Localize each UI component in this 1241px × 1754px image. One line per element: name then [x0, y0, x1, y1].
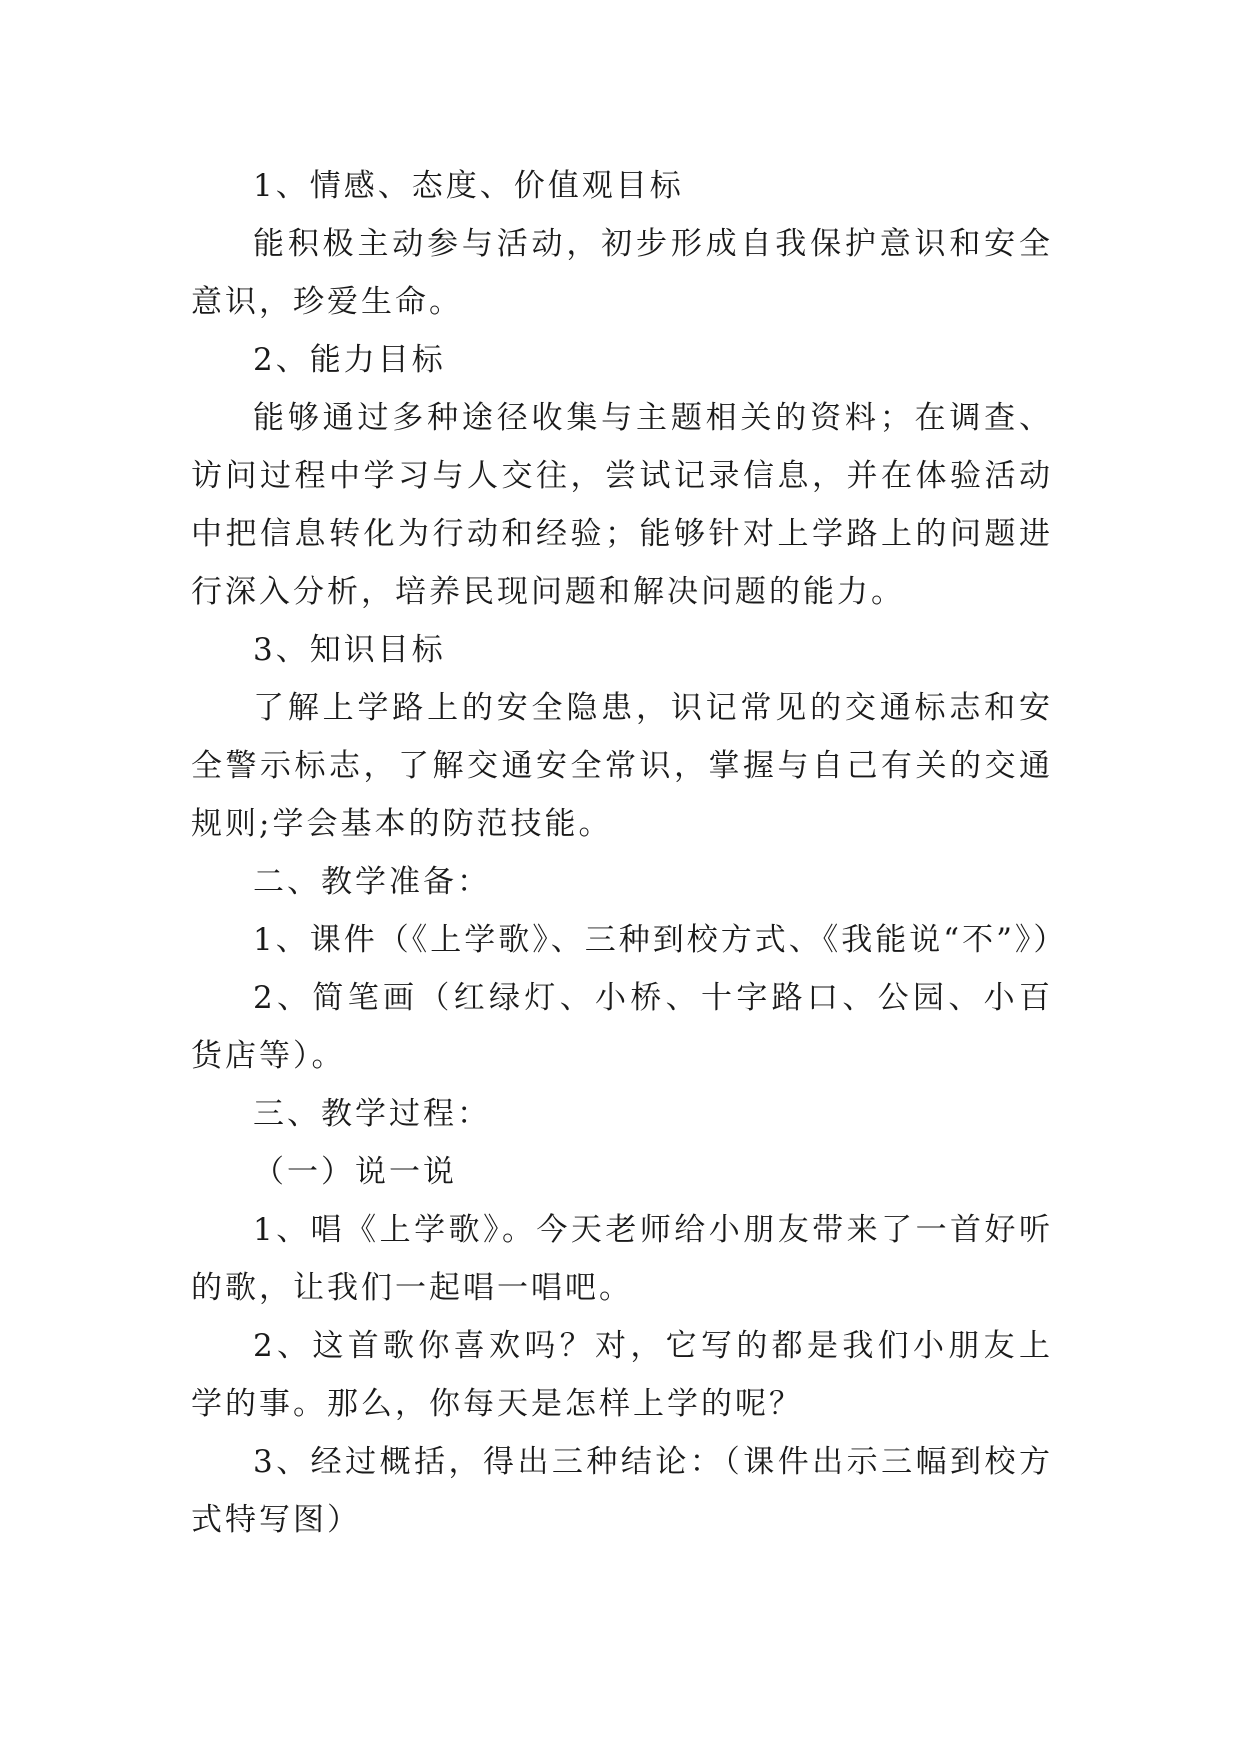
paragraph-heading-emotion-goal: 1、情感、态度、价值观目标: [253, 168, 684, 204]
paragraph-heading-knowledge-goal: 3、知识目标: [253, 632, 446, 668]
paragraph-heading-preparation: 二、教学准备：: [253, 864, 491, 900]
paragraph-emotion-goal-text: 能积极主动参与活动，初步形成自我保护意识和安全意识，珍爱生命。: [191, 226, 1053, 320]
paragraph-process-step-1: 1、唱《上学歌》。今天老师给小朋友带来了一首好听的歌，让我们一起唱一唱吧。: [191, 1212, 1053, 1306]
paragraph-heading-say: （一）说一说: [253, 1154, 457, 1190]
paragraph-heading-process: 三、教学过程：: [253, 1096, 491, 1132]
paragraph-process-step-2: 2、这首歌你喜欢吗？对，它写的都是我们小朋友上学的事。那么，你每天是怎样上学的呢？: [191, 1328, 1053, 1422]
paragraph-preparation-item-2: 2、简笔画（红绿灯、小桥、十字路口、公园、小百货店等）。: [191, 980, 1053, 1074]
paragraph-heading-ability-goal: 2、能力目标: [253, 342, 446, 378]
paragraph-ability-goal-text: 能够通过多种途径收集与主题相关的资料；在调查、访问过程中学习与人交往，尝试记录信息，并在体验活动中把信息转化为行动和经验；能够针对上学路上的问题进行深入分析，培养民现问题和解决问题的能力。: [191, 400, 1053, 610]
paragraph-preparation-item-1: 1、课件（《上学歌》、三种到校方式、《我能说“不”》）: [253, 922, 1068, 958]
document-body: [191, 157, 1068, 1549]
paragraph-knowledge-goal-text: 了解上学路上的安全隐患，识记常见的交通标志和安全警示标志，了解交通安全常识，掌握与自己有关的交通规则;学会基本的防范技能。: [191, 690, 1053, 842]
paragraph-process-step-3: 3、经过概括，得出三种结论：（课件出示三幅到校方式特写图）: [191, 1444, 1053, 1538]
